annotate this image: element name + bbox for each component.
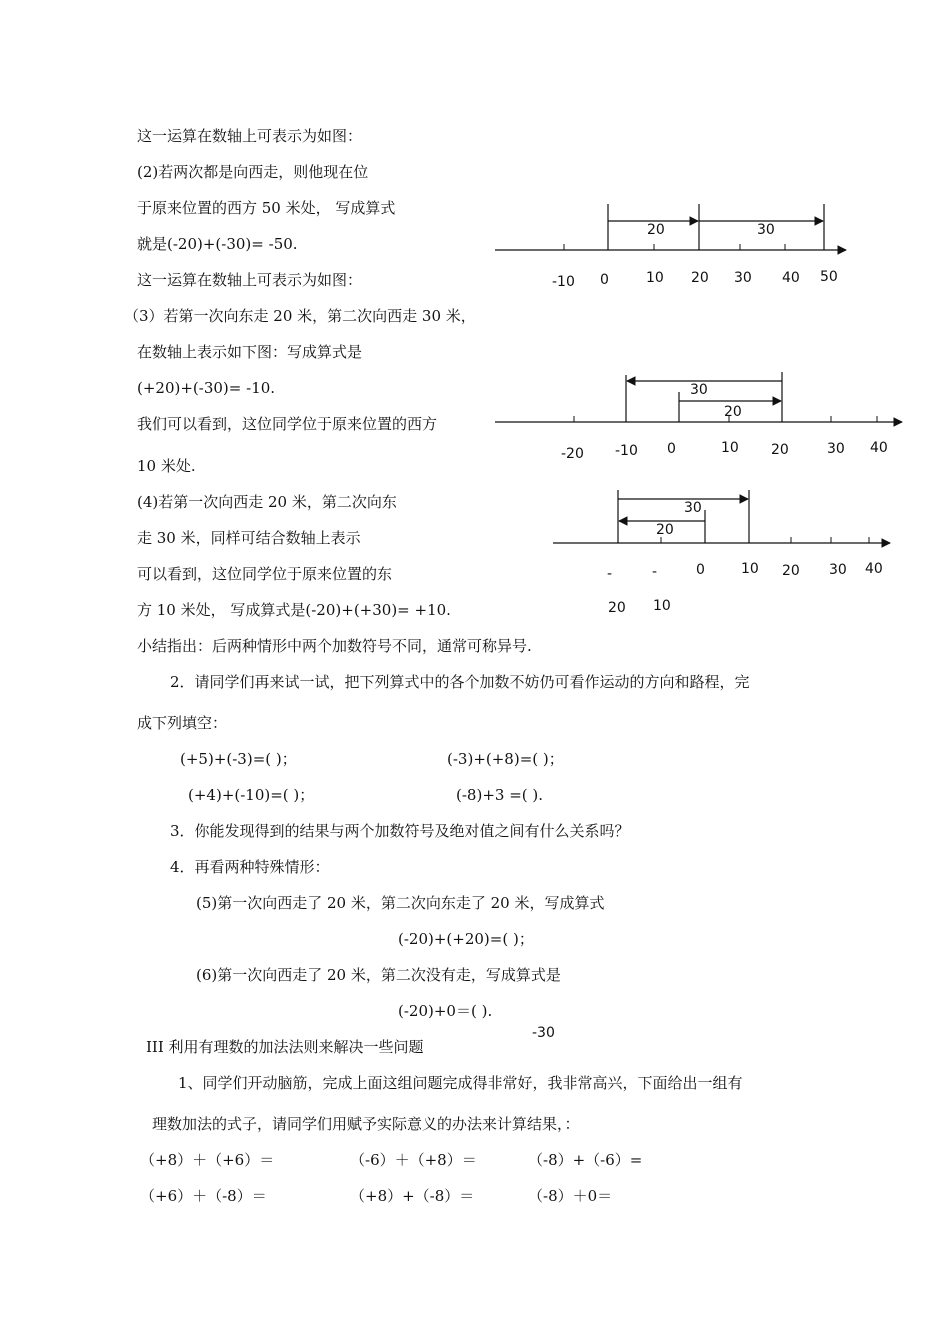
tick-label: - [607, 566, 613, 582]
arrow-label: 20 [724, 404, 742, 420]
exercise: (-8)+3 =( ). [456, 786, 544, 804]
number-line-2 [495, 372, 902, 462]
text-line: 这一运算在数轴上可表示为如图： [137, 127, 363, 145]
text-line: (5)第一次向西走了 20 米，第二次向东走了 20 米，写成算式 [196, 894, 605, 912]
tick-label: 20 [782, 563, 800, 579]
text-line: 这一运算在数轴上可表示为如图： [137, 271, 363, 289]
text-line: (+20)+(-30)= -10. [137, 379, 276, 397]
text-line: (-20)+0＝( ). [398, 1002, 493, 1020]
tick-label: 0 [667, 441, 676, 457]
text-line: (4)若第一次向西走 20 米，第二次向东 [137, 493, 397, 511]
tick-label: 30 [829, 562, 847, 578]
exercise: (-3)+(+8)=( )； [447, 750, 564, 768]
tick-label: 10 [721, 440, 739, 456]
text-line: 10 米处. [137, 457, 196, 475]
tick-label: 40 [865, 561, 883, 577]
tick-label: 20 [771, 442, 789, 458]
tick-label: 0 [696, 562, 705, 578]
exercise: （+8）＋（+6）＝ [140, 1151, 275, 1169]
tick-label: -10 [552, 274, 575, 290]
text-line: 4．再看两种特殊情形： [170, 858, 330, 876]
exercise: （+6）＋（-8）＝ [140, 1187, 267, 1205]
text-line: (-20)+(+20)=( )； [398, 930, 534, 948]
text-line: 2．请同学们再来试一试，把下列算式中的各个加数不妨仍可看作运动的方向和路程，完 [170, 673, 750, 691]
exercise: （-6）＋（+8）＝ [350, 1151, 477, 1169]
tick-label: 20 [691, 270, 709, 286]
tick-label: 30 [734, 270, 752, 286]
exercise: (+4)+(-10)=( )； [188, 786, 315, 804]
number-line-3 [553, 490, 890, 616]
text-line: 可以看到，这位同学位于原来位置的东 [137, 565, 393, 583]
tick-label: 10 [653, 598, 671, 614]
tick-label: 40 [870, 440, 888, 456]
tick-label: - [652, 564, 658, 580]
arrow-label: 30 [690, 382, 708, 398]
tick-label: 0 [600, 272, 609, 288]
arrow-label: 30 [757, 222, 775, 238]
exercise: （-8）+（-6）= [528, 1151, 643, 1169]
exercise: (+5)+(-3)=( )； [180, 750, 297, 768]
text-line: 1、同学们开动脑筋，完成上面这组问题完成得非常好，我非常高兴，下面给出一组有 [178, 1074, 743, 1092]
stray-label: -30 [532, 1025, 555, 1041]
arrow-label: 20 [647, 222, 665, 238]
arrow-label: 30 [684, 500, 702, 516]
tick-label: 30 [827, 441, 845, 457]
exercise: （-8）＋0＝ [528, 1187, 613, 1205]
text-line: 3．你能发现得到的结果与两个加数符号及绝对值之间有什么关系吗？ [170, 822, 630, 840]
text-line: 于原来位置的西方 50 米处， 写成算式 [137, 199, 396, 217]
number-line-1 [495, 204, 846, 290]
text-line: 走 30 米，同样可结合数轴上表示 [137, 529, 361, 547]
tick-label: 40 [782, 270, 800, 286]
tick-label: 20 [608, 600, 626, 616]
exercise: （+8）+（-8）＝ [350, 1187, 475, 1205]
text-line: (6)第一次向西走了 20 米，第二次没有走，写成算式是 [196, 966, 561, 984]
tick-label: 50 [820, 269, 838, 285]
text-line: （3）若第一次向东走 20 米，第二次向西走 30 米， [124, 307, 476, 325]
tick-label: 10 [741, 561, 759, 577]
text-line: 在数轴上表示如下图：写成算式是 [137, 343, 363, 361]
text-line: 方 10 米处， 写成算式是(-20)+(+30)= +10. [137, 601, 451, 619]
text-line: 成下列填空： [137, 714, 228, 732]
text-line: 就是(-20)+(-30)= -50. [137, 235, 298, 253]
text-line: 理数加法的式子，请同学们用赋予实际意义的办法来计算结果，： [152, 1115, 580, 1133]
tick-label: -10 [615, 443, 638, 459]
text-line: 小结指出：后两种情形中两个加数符号不同，通常可称异号. [137, 637, 532, 655]
text-line: 我们可以看到，这位同学位于原来位置的西方 [137, 415, 438, 433]
tick-label: 10 [646, 270, 664, 286]
text-line: (2)若两次都是向西走，则他现在位 [137, 163, 369, 181]
tick-label: -20 [561, 446, 584, 462]
arrow-label: 20 [656, 522, 674, 538]
section-heading: III 利用有理数的加法法则来解决一些问题 [146, 1038, 424, 1056]
